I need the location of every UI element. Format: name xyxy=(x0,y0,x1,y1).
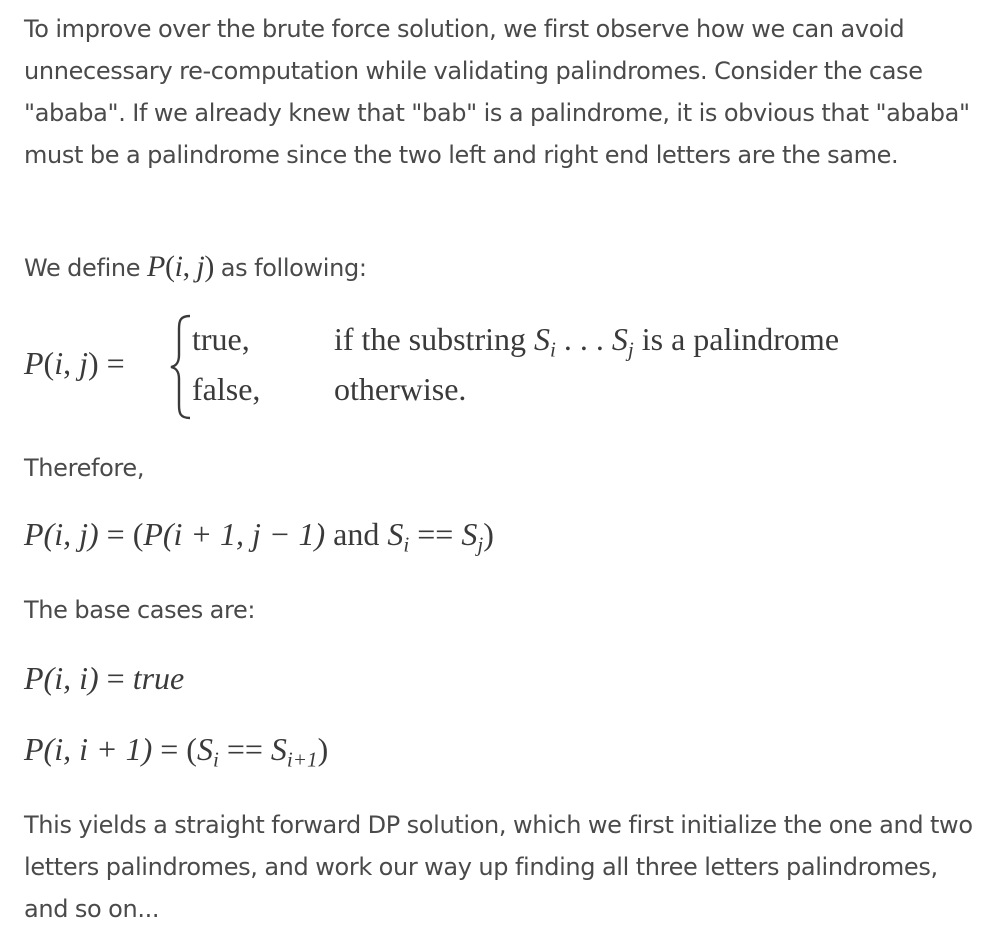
definition-paragraph xyxy=(24,246,974,289)
case-condition-true: if the substring $S_i$ . . . $S_j$ is a palindrome xyxy=(334,321,840,362)
case-row-true: true, xyxy=(192,321,250,357)
piecewise-definition xyxy=(24,313,974,421)
define-prefix: We define xyxy=(24,254,147,282)
base-case-2: P(i, $i + 1) = (S_i == S_{i+1})$ xyxy=(24,731,329,772)
intro-text: To improve over the brute force solution, we first observe how we can avoid unnecessary re-computation while validating palindromes. Consider the case "ababa". If we already knew that "bab" is a palindrome, it is obvious that "ababa" must be a palindrome since the two left and right end letters are the same. xyxy=(24,15,970,169)
recurrence-equation: P(i, j) = (P(i + 1, j − 1) and $S_i == S_j$) xyxy=(24,516,494,557)
case-row-false: false, xyxy=(192,371,261,407)
define-suffix: as following: xyxy=(214,254,367,282)
conclusion-paragraph: This yields a straight forward DP solution, which we first initialize the one and two letters palindromes, and work our way up finding all three letters palindromes, and so on... xyxy=(24,811,973,923)
left-brace-icon xyxy=(168,313,194,421)
define-math: P(i, j) xyxy=(146,250,215,283)
case-condition-false: otherwise. xyxy=(334,371,467,407)
therefore-paragraph: Therefore, xyxy=(24,454,145,482)
piecewise-lhs: P(i, j) = xyxy=(24,345,125,381)
base-cases-heading: The base cases are: xyxy=(24,596,256,624)
intro-paragraph xyxy=(24,8,974,176)
base-case-1: P(i, i) = true xyxy=(24,660,185,696)
